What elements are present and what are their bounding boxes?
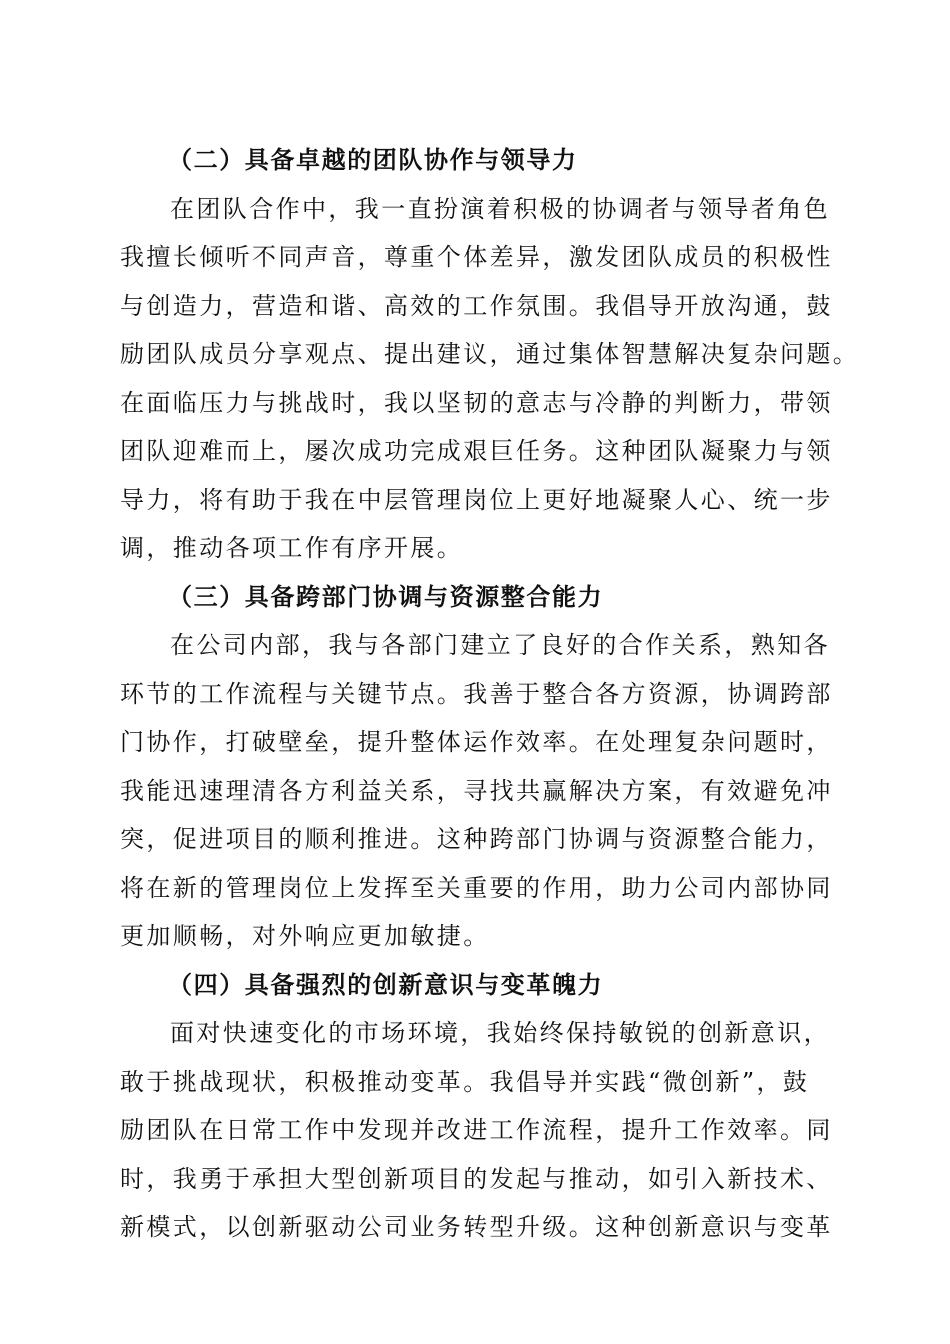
paragraph-line: 在团队合作中，我一直扮演着积极的协调者与领导者角色 (170, 194, 830, 223)
paragraph-line: 励团队在日常工作中发现并改进工作流程，提升工作效率。同 (120, 1116, 833, 1144)
paragraph-line: 调，推动各项工作有序开展。 (120, 534, 464, 562)
paragraph-line: 在公司内部，我与各部门建立了良好的合作关系，熟知各 (170, 631, 830, 659)
document-body (120, 136, 860, 1252)
paragraph-line: 团队迎难而上，屡次成功完成艰巨任务。这种团队凝聚力与领 (120, 437, 833, 465)
paragraph-line: 我擅长倾听不同声音，尊重个体差异，激发团队成员的积极性 (120, 243, 833, 271)
paragraph-line: 在面临压力与挑战时，我以坚韧的意志与冷静的判断力，带领 (120, 388, 833, 417)
section-heading-2: （二）具备卓越的团队协作与领导力 (168, 145, 578, 174)
section-heading-3: （三）具备跨部门协调与资源整合能力 (168, 581, 604, 611)
paragraph-line: 将在新的管理岗位上发挥至关重要的作用，助力公司内部协同 (120, 873, 833, 902)
paragraph-line: 突，促进项目的顺利推进。这种跨部门协调与资源整合能力， (120, 825, 833, 853)
paragraph-line: 环节的工作流程与关键节点。我善于整合各方资源，协调跨部 (120, 679, 833, 708)
section-heading-4: （四）具备强烈的创新意识与变革魄力 (168, 969, 604, 999)
paragraph-line: 敢于挑战现状，积极推动变革。我倡导并实践“微创新”，鼓 (120, 1067, 810, 1096)
paragraph-line: 面对快速变化的市场环境，我始终保持敏锐的创新意识， (170, 1019, 830, 1047)
paragraph-line: 时，我勇于承担大型创新项目的发起与推动，如引入新技术、 (120, 1164, 833, 1193)
paragraph-line: 与创造力，营造和谐、高效的工作氛围。我倡导开放沟通，鼓 (120, 291, 833, 320)
paragraph-line: 我能迅速理清各方利益关系，寻找共赢解决方案，有效避免冲 (120, 776, 833, 805)
paragraph-line: 导力，将有助于我在中层管理岗位上更好地凝聚人心、统一步 (120, 485, 833, 514)
paragraph-line: 励团队成员分享观点、提出建议，通过集体智慧解决复杂问题。 (120, 340, 860, 368)
paragraph-line: 门协作，打破壁垒，提升整体运作效率。在处理复杂问题时， (120, 728, 833, 756)
paragraph-line: 新模式，以创新驱动公司业务转型升级。这种创新意识与变革 (120, 1213, 833, 1241)
paragraph-line: 更加顺畅，对外响应更加敏捷。 (120, 922, 490, 950)
